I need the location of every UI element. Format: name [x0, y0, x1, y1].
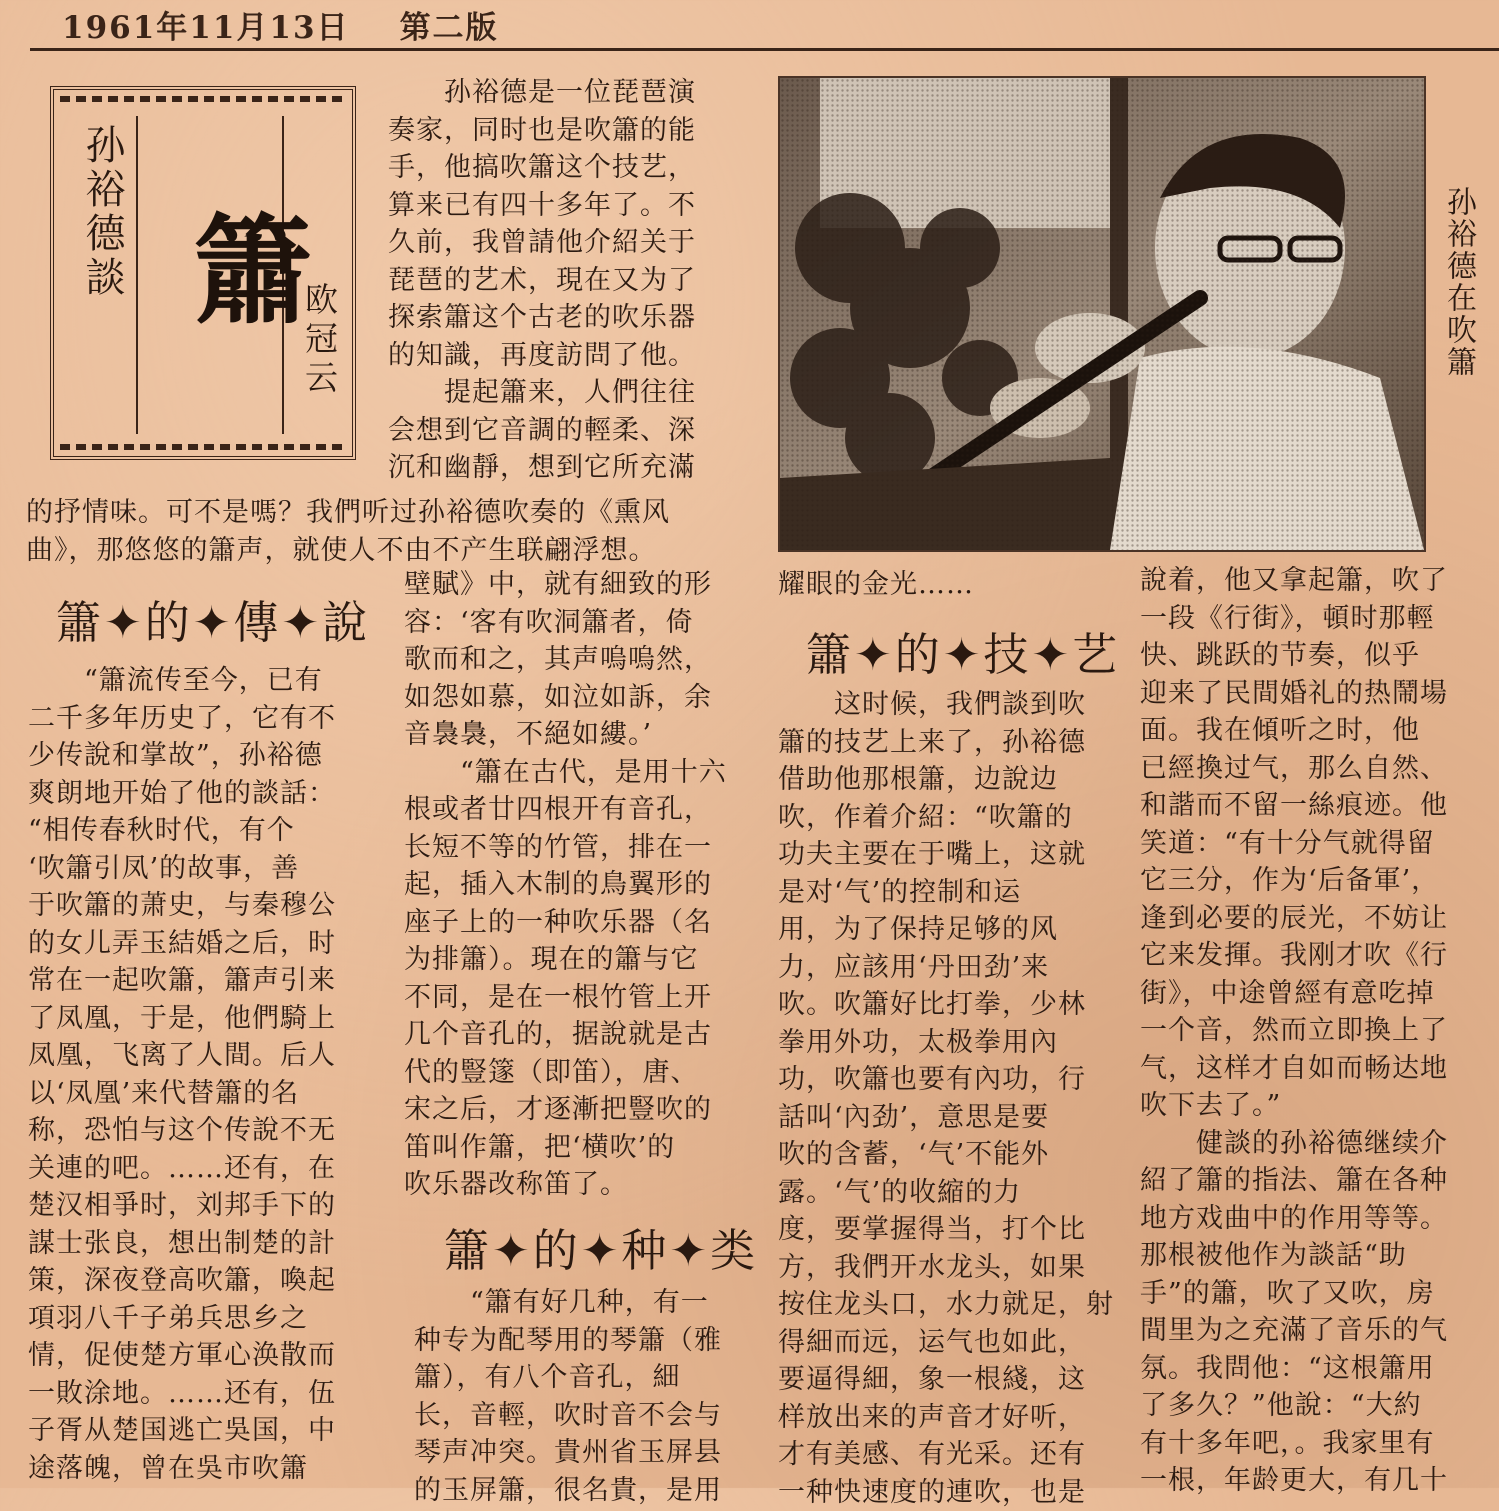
- article-author: 欧冠云: [296, 282, 343, 399]
- text-line: 手”的簫，吹了又吹，房: [1140, 1275, 1490, 1313]
- text-line: 紹了簫的指法、簫在各种: [1140, 1162, 1490, 1200]
- text-line: 手，他搞吹簫这个技艺，: [388, 149, 736, 187]
- text-line: 度，要掌握得当，打个比: [778, 1211, 1118, 1249]
- text-line: 爽朗地开始了他的談話：: [28, 775, 374, 813]
- text-line: 力，应該用‘丹田劲’来: [778, 949, 1118, 987]
- text-line: 笑道：“有十分气就得留: [1140, 825, 1490, 863]
- text-line: 吹，作着介紹：“吹簫的: [778, 799, 1118, 837]
- text-line: “相传春秋时代，有个: [28, 812, 374, 850]
- text-line: 几个音孔的，据說就是古: [404, 1016, 744, 1054]
- text-line: 簫的技艺上来了，孙裕德: [778, 724, 1118, 762]
- text-line: 久前，我曾請他介紹关于: [388, 224, 736, 262]
- text-line: 代的豎篴（即笛），唐、: [404, 1054, 744, 1092]
- text-line: 街》，中途曾經有意吃掉: [1140, 975, 1490, 1013]
- text-line: 样放出来的声音才好听，: [778, 1399, 1118, 1437]
- text-line: 探索簫这个古老的吹乐器: [388, 299, 736, 337]
- text-line: 一根，年龄更大，有几十: [1140, 1462, 1490, 1500]
- text-line: 如怨如慕，如泣如訴，余: [404, 679, 744, 717]
- text-line: 是对‘气’的控制和运: [778, 874, 1118, 912]
- text-line: 曲》，那悠悠的簫声，就使人不由不产生联翩浮想。: [26, 532, 746, 570]
- text-line: “簫有好几种，有一: [414, 1284, 744, 1322]
- text-line: 話叫‘內劲’，意思是要: [778, 1099, 1118, 1137]
- edition-label: 第二版: [400, 10, 499, 46]
- text-line: 了凤凰，于是，他們騎上: [28, 1000, 374, 1038]
- text-line: 笛叫作簫，把‘横吹’的: [404, 1129, 744, 1167]
- text-line: 露。‘气’的收縮的力: [778, 1174, 1118, 1212]
- text-line: 奏家，同时也是吹簫的能: [388, 112, 736, 150]
- text-line: 会想到它音調的輕柔、深: [388, 412, 736, 450]
- text-line: 子胥从楚国逃亡吳国，中: [28, 1412, 374, 1450]
- text-line: 健談的孙裕德继续介: [1140, 1125, 1490, 1163]
- text-line: 功夫主要在于嘴上，这就: [778, 836, 1118, 874]
- text-line: 壁賦》中，就有細致的形: [404, 566, 744, 604]
- section-heading-types: 簫✦的✦种✦类: [444, 1214, 758, 1279]
- text-line: 一段《行街》，頓时那輕: [1140, 600, 1490, 638]
- header-rule: [30, 48, 1499, 51]
- halftone-photo: [780, 78, 1424, 550]
- column-3-top-line: [778, 566, 1118, 604]
- text-line: 凤凰，飞离了人間。后人: [28, 1037, 374, 1075]
- intro-column: [388, 74, 736, 487]
- text-line: 起，插入木制的鳥翼形的: [404, 866, 744, 904]
- text-line: 情，促使楚方軍心涣散而: [28, 1337, 374, 1375]
- text-line: 的女儿弄玉結婚之后，时: [28, 925, 374, 963]
- text-line: 一种快速度的連吹，也是: [778, 1474, 1118, 1511]
- text-line: 得細而远，运气也如此，: [778, 1324, 1118, 1362]
- text-line: 才有美感、有光采。还有: [778, 1436, 1118, 1474]
- text-line: 长，音輕，吹时音不会与: [414, 1397, 744, 1435]
- legend-column: [28, 662, 374, 1487]
- text-line: 吹乐器改称笛了。: [404, 1166, 744, 1204]
- text-line: ‘吹簫引凤’的故事，善: [28, 850, 374, 888]
- title-divider-left: [136, 116, 138, 434]
- text-line: 那根被他作为談話“助: [1140, 1237, 1490, 1275]
- column-3: [778, 686, 1118, 1511]
- text-line: 二千多年历史了，它有不: [28, 700, 374, 738]
- text-line: 长短不等的竹管，排在一: [404, 829, 744, 867]
- intro-wide-lines: [26, 494, 746, 569]
- text-line: 少传說和掌故”，孙裕德: [28, 737, 374, 775]
- text-line: 算来已有四十多年了。不: [388, 187, 736, 225]
- issue-date: 1961年11月13日: [62, 10, 350, 46]
- text-line: 地方戏曲中的作用等等。: [1140, 1200, 1490, 1238]
- text-line: 一个音，然而立即換上了: [1140, 1012, 1490, 1050]
- text-line: 已經換过气，那么自然、: [1140, 750, 1490, 788]
- text-line: 耀眼的金光……: [778, 566, 1118, 604]
- text-line: 吹。吹簫好比打拳，少林: [778, 986, 1118, 1024]
- text-line: 种专为配琴用的琴簫（雅: [414, 1322, 744, 1360]
- text-line: 途落魄，曾在吳市吹簫: [28, 1450, 374, 1488]
- text-line: 于吹簫的萧史，与秦穆公: [28, 887, 374, 925]
- text-line: 孙裕德是一位琵琶演: [388, 74, 736, 112]
- title-box: [50, 86, 360, 464]
- text-line: 說着，他又拿起簫，吹了: [1140, 562, 1490, 600]
- text-line: 吹的含蓄，‘气’不能外: [778, 1136, 1118, 1174]
- text-line: 謀士张良，想出制楚的計: [28, 1225, 374, 1263]
- text-line: 間里为之充滿了音乐的气: [1140, 1312, 1490, 1350]
- text-line: 借助他那根簫，边說边: [778, 761, 1118, 799]
- text-line: 常在一起吹簫，簫声引来: [28, 962, 374, 1000]
- text-line: 它来发揮。我刚才吹《行: [1140, 937, 1490, 975]
- types-column: [414, 1284, 744, 1509]
- text-line: 逢到必要的辰光，不妨让: [1140, 900, 1490, 938]
- text-line: 沉和幽靜，想到它所充滿: [388, 449, 736, 487]
- article-subtitle: 孙裕德談: [74, 124, 131, 300]
- article-title: 簫: [158, 208, 328, 326]
- text-line: 一敗涂地。……还有，伍: [28, 1375, 374, 1413]
- text-line: 方，我們开水龙头，如果: [778, 1249, 1118, 1287]
- text-line: 为排簫）。現在的簫与它: [404, 941, 744, 979]
- text-line: 琵琶的艺术，現在又为了: [388, 262, 736, 300]
- text-line: 迎来了民間婚礼的热鬧場: [1140, 675, 1490, 713]
- text-line: 根或者廿四根开有音孔，: [404, 791, 744, 829]
- section-heading-technique: 簫✦的✦技✦艺: [806, 618, 1120, 683]
- text-line: “簫在古代，是用十六: [404, 754, 744, 792]
- text-line: 快、跳跃的节奏，似乎: [1140, 637, 1490, 675]
- text-line: 功，吹簫也要有內功，行: [778, 1061, 1118, 1099]
- text-line: 按住龙头口，水力就足，射: [778, 1286, 1118, 1324]
- section-heading-legend: 簫✦的✦傳✦說: [56, 586, 370, 651]
- text-line: 有十多年吧，。我家里有: [1140, 1425, 1490, 1463]
- text-line: 以‘凤凰’来代替簫的名: [28, 1075, 374, 1113]
- text-line: 提起簫来，人們往往: [388, 374, 736, 412]
- text-line: 不同，是在一根竹管上开: [404, 979, 744, 1017]
- text-line: 拳用外功，太极拳用內: [778, 1024, 1118, 1062]
- text-line: 容：‘客有吹洞簫者，倚: [404, 604, 744, 642]
- text-line: “簫流传至今，已有: [28, 662, 374, 700]
- text-line: 气，这样才自如而畅达地: [1140, 1050, 1490, 1088]
- text-line: 称，恐怕与这个传說不无: [28, 1112, 374, 1150]
- text-line: 琴声冲突。貴州省玉屏县: [414, 1434, 744, 1472]
- text-line: 音裊裊，不絕如縷。’: [404, 716, 744, 754]
- text-line: 座子上的一种吹乐器（名: [404, 904, 744, 942]
- text-line: 的玉屏簫，很名貴，是用: [414, 1472, 744, 1510]
- text-line: 楚汉相爭时，刘邦手下的: [28, 1187, 374, 1225]
- text-line: 和諧而不留一絲痕迹。他: [1140, 787, 1490, 825]
- column-2: [404, 566, 744, 1204]
- photo-musician-playing-xiao: [778, 76, 1426, 552]
- text-line: 簫），有八个音孔，細: [414, 1359, 744, 1397]
- column-4: [1140, 562, 1490, 1500]
- photo-caption: 孙裕德在吹簫: [1436, 186, 1480, 378]
- text-line: 用，为了保持足够的风: [778, 911, 1118, 949]
- text-line: 关連的吧。……还有，在: [28, 1150, 374, 1188]
- text-line: 的抒情味。可不是嗎？我們听过孙裕德吹奏的《熏风: [26, 494, 746, 532]
- text-line: 歌而和之，其声嗚嗚然，: [404, 641, 744, 679]
- page-header: [62, 2, 499, 47]
- text-line: 宋之后，才逐漸把豎吹的: [404, 1091, 744, 1129]
- text-line: 項羽八千子弟兵思乡之: [28, 1300, 374, 1338]
- text-line: 它三分，作为‘后备軍’，: [1140, 862, 1490, 900]
- text-line: 吹下去了。”: [1140, 1087, 1490, 1125]
- text-line: 要逼得細，象一根綫，这: [778, 1361, 1118, 1399]
- text-line: 这时候，我們談到吹: [778, 686, 1118, 724]
- text-line: 氛。我問他：“这根簫用: [1140, 1350, 1490, 1388]
- text-line: 策，深夜登高吹簫，喚起: [28, 1262, 374, 1300]
- text-line: 的知識，再度訪問了他。: [388, 337, 736, 375]
- text-line: 了多久？”他說：“大約: [1140, 1387, 1490, 1425]
- text-line: 面。我在傾听之时，他: [1140, 712, 1490, 750]
